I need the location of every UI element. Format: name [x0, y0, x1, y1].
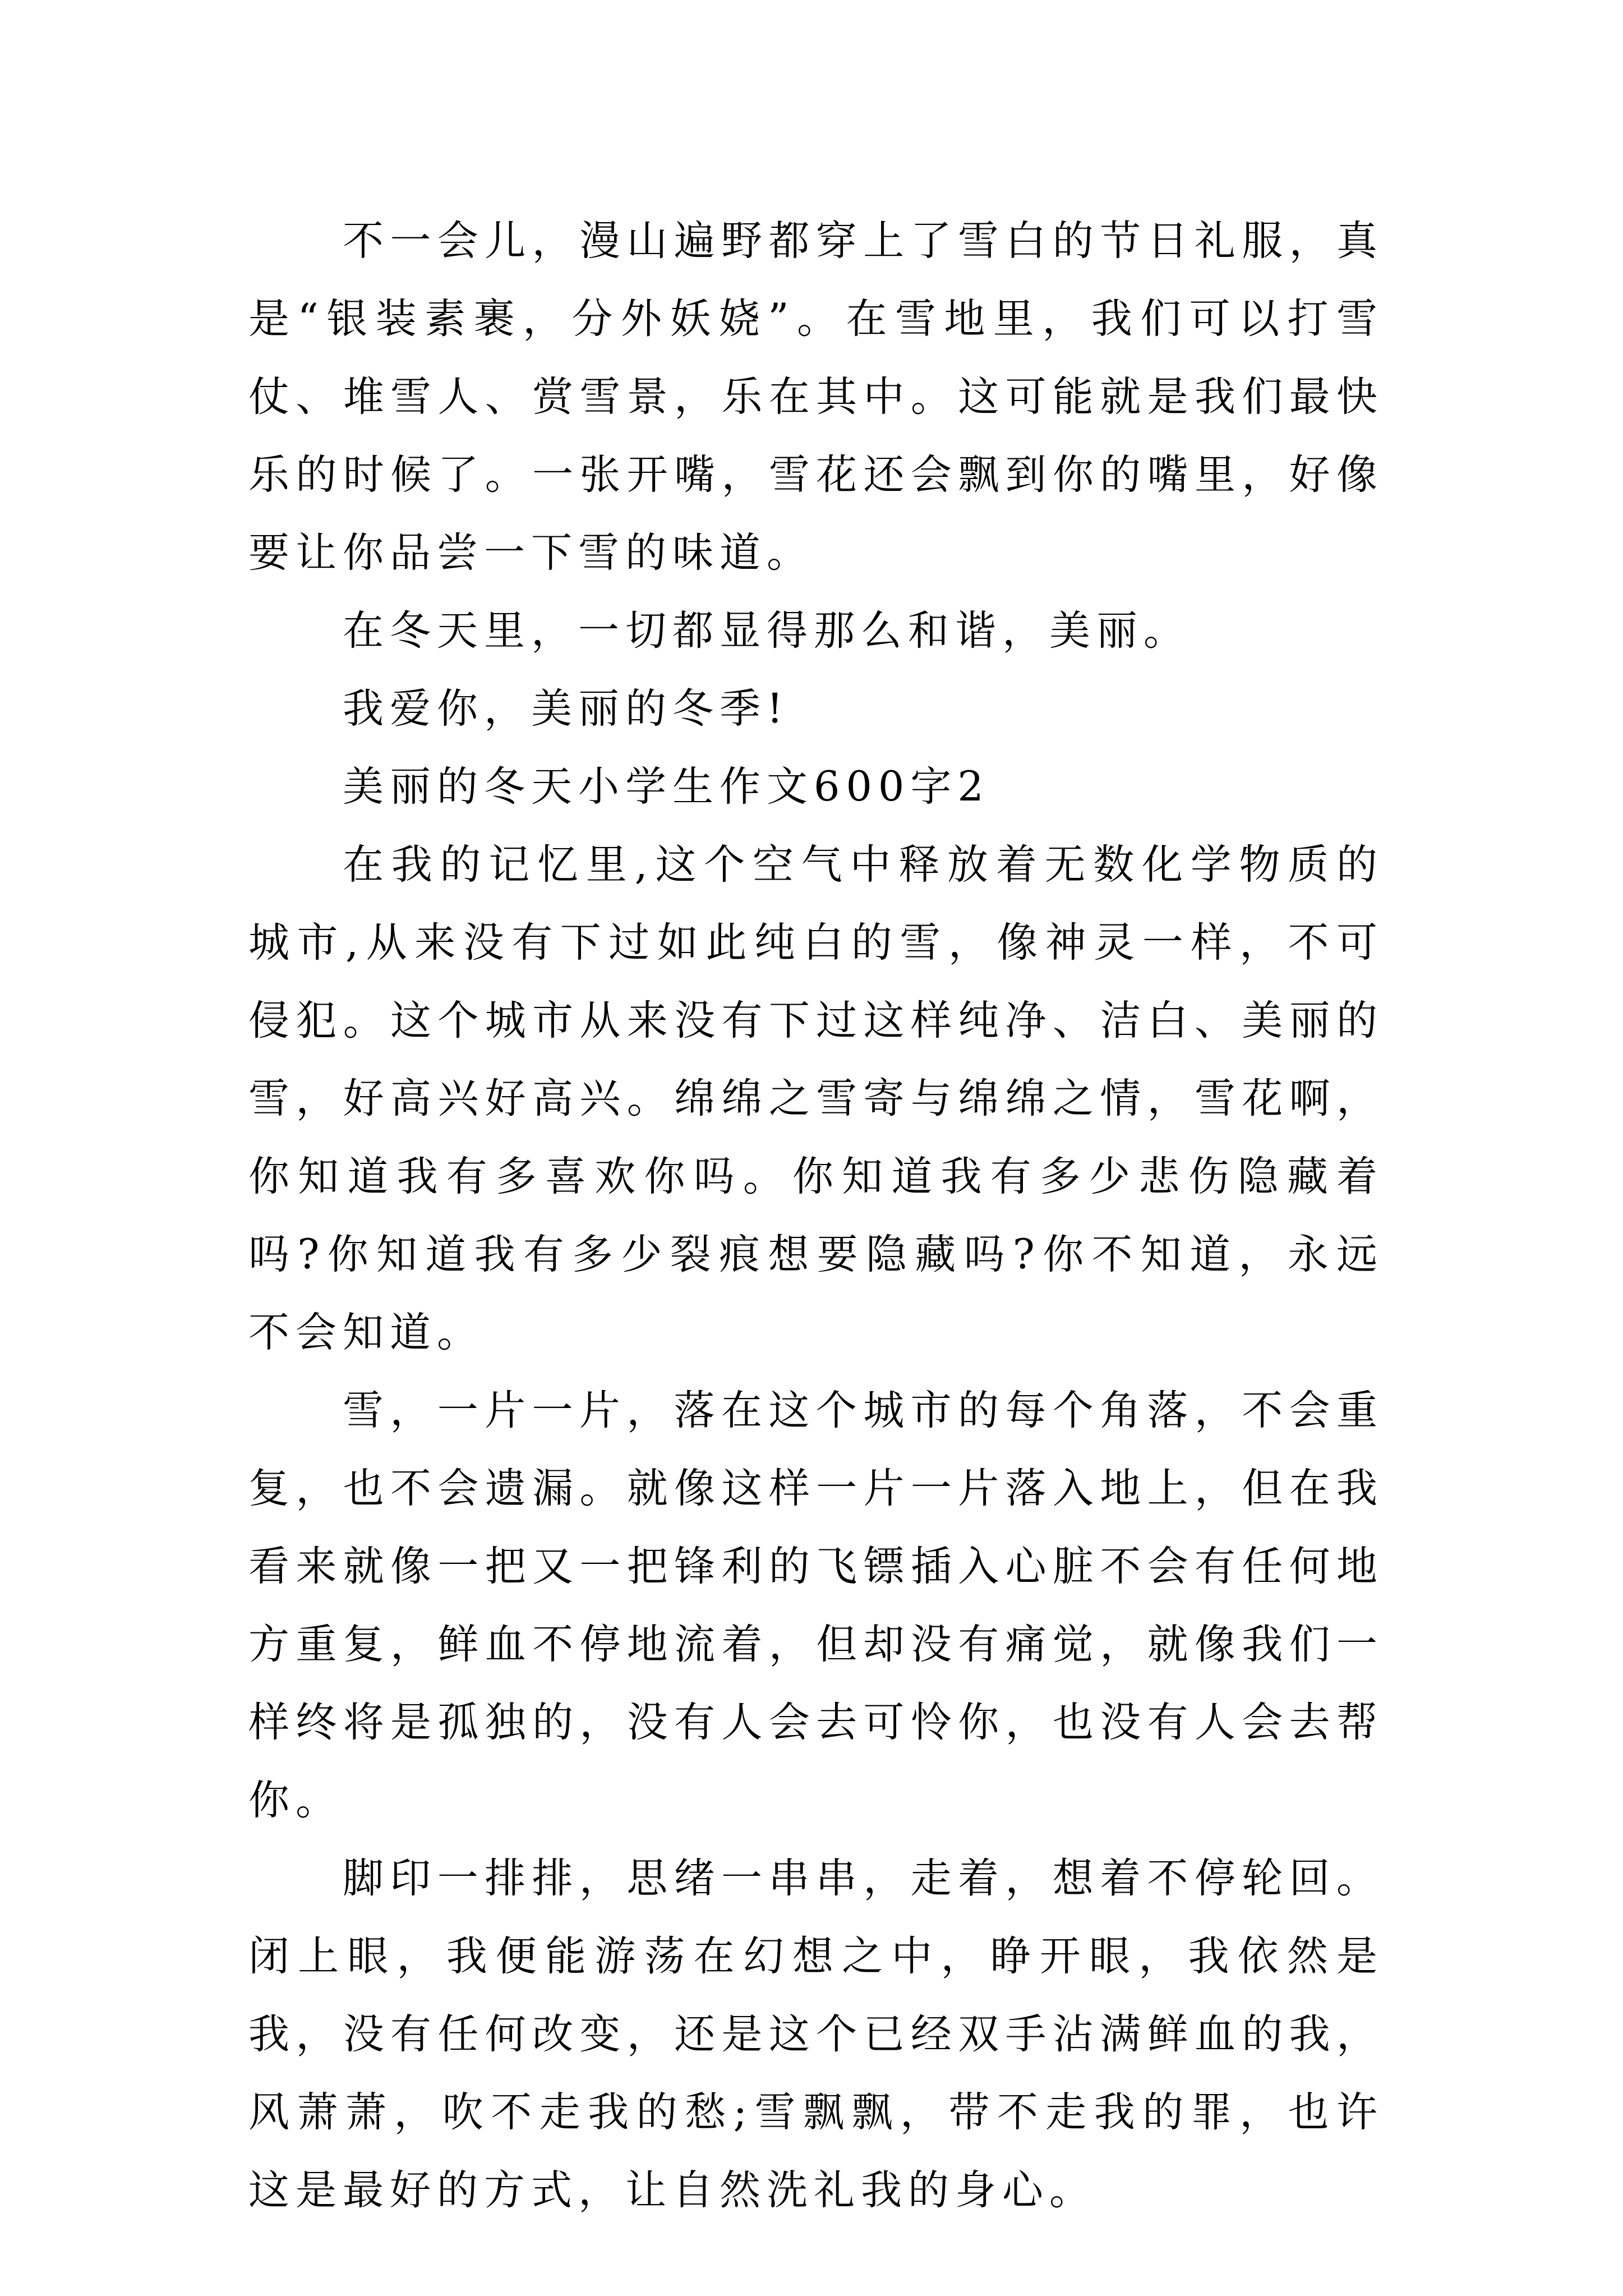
- paragraph-snowflakes: 雪，一片一片，落在这个城市的每个角落，不会重复，也不会遗漏。就像这样一片一片落入地上，但在我看来就像一把又一把锋利的飞镖插入心脏不会有任何地方重复，鲜血不停地流着，但却没有痛觉，就像我们一样终将是孤独的，没有人会去可怜你，也没有人会去帮你。: [248, 1387, 1384, 1824]
- paragraph-love-winter: 我爱你，美丽的冬季!: [343, 685, 790, 733]
- paragraph-footprints: 脚印一排排，思绪一串串，走着，想着不停轮回。闭上眼，我便能游荡在幻想之中，睁开眼，我依然是我，没有任何改变，还是这个已经双手沾满鲜血的我，风萧萧，吹不走我的愁;雪飘飘，带不走我的罪，也许这是最好的方式，让自然洗礼我的身心。: [248, 1855, 1384, 2214]
- paragraph-winter-harmony: 在冬天里，一切都显得那么和谐，美丽。: [343, 607, 1191, 655]
- paragraph-snow-scene: 不一会儿，漫山遍野都穿上了雪白的节日礼服，真是“银装素裹，分外妖娆”。在雪地里，我们可以打雪仗、堆雪人、赏雪景，乐在其中。这可能就是我们最快乐的时候了。一张开嘴，雪花还会飘到你的嘴里，好像要让你品尝一下雪的味道。: [248, 217, 1384, 577]
- paragraph-memory: 在我的记忆里,这个空气中释放着无数化学物质的城市,从来没有下过如此纯白的雪，像神灵一样，不可侵犯。这个城市从来没有下过这样纯净、洁白、美丽的雪，好高兴好高兴。绵绵之雪寄与绵绵之情，雪花啊，你知道我有多喜欢你吗。你知道我有多少悲伤隐藏着吗?你知道我有多少裂痕想要隐藏吗?你不知道，永远不会知道。: [248, 841, 1384, 1356]
- essay-body: [248, 202, 1384, 2229]
- essay-title: 美丽的冬天小学生作文600字2: [343, 763, 990, 811]
